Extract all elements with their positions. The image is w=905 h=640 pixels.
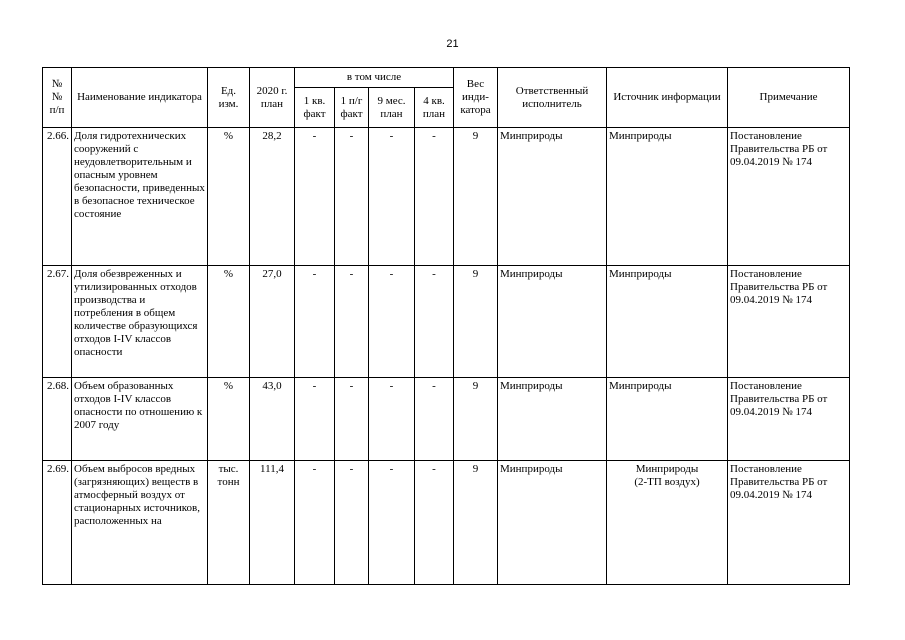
q4-plan: - (415, 266, 454, 378)
q4-plan: - (415, 378, 454, 461)
9m-plan: - (369, 378, 415, 461)
header-plan-2020: 2020 г. план (250, 68, 295, 128)
plan-value: 111,4 (250, 461, 295, 585)
table-row (43, 461, 850, 585)
indicator-name: Объем выбросов вредных (загрязняющих) веществ в атмосферный воздух от стационарных источников, расположенных на (72, 461, 208, 585)
q4-plan: - (415, 128, 454, 266)
unit: % (208, 128, 250, 266)
row-number: 2.66. (43, 128, 72, 266)
responsible: Минприроды (498, 266, 607, 378)
q1-fact: - (295, 378, 335, 461)
h1-fact: - (335, 128, 369, 266)
q4-plan: - (415, 461, 454, 585)
q1-fact: - (295, 128, 335, 266)
9m-plan: - (369, 266, 415, 378)
indicator-name: Доля обезвреженных и утилизированных отходов производства и потребления в общем количестве образующихся отходов I-IV классов опасности (72, 266, 208, 378)
header-weight: Вес инди-катора (454, 68, 498, 128)
weight: 9 (454, 266, 498, 378)
h1-fact: - (335, 266, 369, 378)
h1-fact: - (335, 378, 369, 461)
q1-fact: - (295, 461, 335, 585)
indicator-table (42, 67, 850, 585)
note: Постановление Правительства РБ от 09.04.2019 № 174 (728, 378, 850, 461)
source: Минприроды (607, 128, 728, 266)
weight: 9 (454, 461, 498, 585)
source: Минприроды (607, 266, 728, 378)
note: Постановление Правительства РБ от 09.04.2019 № 174 (728, 461, 850, 585)
plan-value: 28,2 (250, 128, 295, 266)
header-unit: Ед. изм. (208, 68, 250, 128)
row-number: 2.68. (43, 378, 72, 461)
plan-value: 27,0 (250, 266, 295, 378)
header-h1-fact: 1 п/г факт (335, 88, 369, 128)
header-responsible: Ответственный исполнитель (498, 68, 607, 128)
table-row (43, 128, 850, 266)
header-including: в том числе (295, 68, 454, 88)
responsible: Минприроды (498, 128, 607, 266)
header-number: № № п/п (43, 68, 72, 128)
header-9m-plan: 9 мес. план (369, 88, 415, 128)
row-number: 2.67. (43, 266, 72, 378)
header-q1-fact: 1 кв. факт (295, 88, 335, 128)
unit: % (208, 378, 250, 461)
weight: 9 (454, 378, 498, 461)
header-indicator-name: Наименование индикатора (72, 68, 208, 128)
9m-plan: - (369, 128, 415, 266)
responsible: Минприроды (498, 461, 607, 585)
note: Постановление Правительства РБ от 09.04.2019 № 174 (728, 128, 850, 266)
header-note: Примечание (728, 68, 850, 128)
unit: % (208, 266, 250, 378)
q1-fact: - (295, 266, 335, 378)
source: Минприроды (2-ТП воздух) (607, 461, 728, 585)
unit: тыс. тонн (208, 461, 250, 585)
source: Минприроды (607, 378, 728, 461)
indicator-name: Объем образованных отходов I-IV классов опасности по отношению к 2007 году (72, 378, 208, 461)
weight: 9 (454, 128, 498, 266)
note: Постановление Правительства РБ от 09.04.2019 № 174 (728, 266, 850, 378)
row-number: 2.69. (43, 461, 72, 585)
header-q4-plan: 4 кв. план (415, 88, 454, 128)
plan-value: 43,0 (250, 378, 295, 461)
responsible: Минприроды (498, 378, 607, 461)
h1-fact: - (335, 461, 369, 585)
table-row (43, 378, 850, 461)
9m-plan: - (369, 461, 415, 585)
header-source: Источник информации (607, 68, 728, 128)
table-row (43, 266, 850, 378)
page-number: 21 (446, 38, 459, 50)
indicator-name: Доля гидротехнических сооружений с неудовлетворительным и опасным уровнем безопасности, приведенных в безопасное техническое состояние (72, 128, 208, 266)
